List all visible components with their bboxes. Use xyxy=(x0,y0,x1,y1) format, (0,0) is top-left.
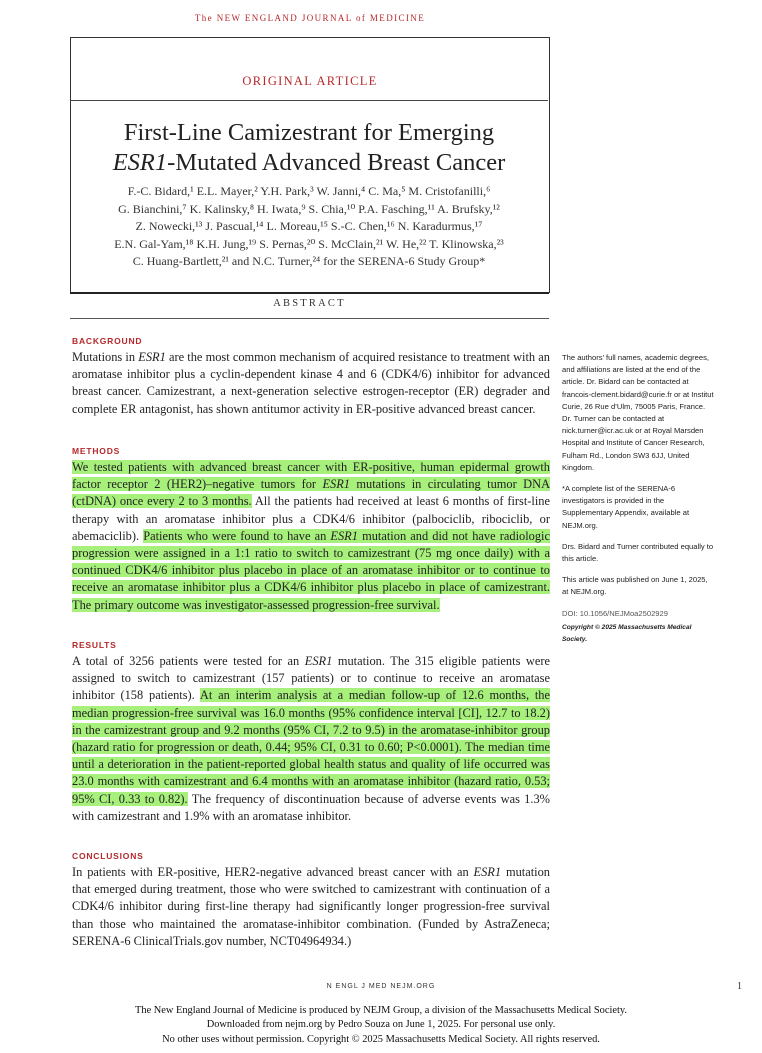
author-list xyxy=(70,183,548,271)
notice-line: The New England Journal of Medicine is produced by NEJM Group, a division of the Massachusetts Medical Society. xyxy=(135,1005,627,1016)
title-line-2-rest: -Mutated Advanced Breast Cancer xyxy=(167,149,506,176)
author-line: E.N. Gal-Yam,¹⁸ K.H. Jung,¹⁹ S. Pernas,²⁰ S. McClain,²¹ W. He,²² T. Klinowska,²³ xyxy=(114,236,504,251)
journal-footer: N ENGL J MED NEJM.ORG xyxy=(326,983,436,990)
results-section xyxy=(72,640,550,825)
highlight: At an interim analysis at a median follow-up of 12.6 months, the median progression-free survival was 16.0 months (95% confidence interval [CI], 12.7 to 18.2) in the camizestrant group and 9.2 months (95% CI, 7.2 to 9.5) in the aromatase-inhibitor group (hazard ratio for progression or death, 0.44; 95% CI, 0.31 to 0.60; P<0.0001). The median time until a deterioration in the patient-reported global health status and quality of life occurred was 23.0 months with camizestrant and 6.4 months with an aromatase inhibitor (hazard ratio, 0.53; 95% CI, 0.33 to 0.82). xyxy=(72,688,550,806)
copyright-notice: Copyright © 2025 Massachusetts Medical Society. xyxy=(562,623,692,644)
journal-masthead: The NEW ENGLAND JOURNAL of MEDICINE xyxy=(194,13,426,23)
title-line-1: First-Line Camizestrant for Emerging xyxy=(123,119,495,146)
title-gene-name: ESR1 xyxy=(112,149,168,176)
results-heading: RESULTS xyxy=(72,640,117,650)
conclusions-heading: CONCLUSIONS xyxy=(72,851,144,861)
results-text: A total of 3256 patients were tested for an ESR1 mutation. The 315 eligible patients were assigned to switch to camizestrant (157 patients) or to continue to receive an aromatase inhibitor (158 patients). At an interim analysis at a median follow-up of 12.6 months, the median progression-free survival was 16.0 months (95% confidence interval [CI], 12.7 to 18.2) in the camizestrant group and 9.2 months (95% CI, 7.2 to 9.5) in the aromatase-inhibitor group (hazard ratio for progression or death, 0.44; 95% CI, 0.31 to 0.60; P<0.0001). The median time until a deterioration in the patient-reported global health status and quality of life occurred was 23.0 months with camizestrant and 6.4 months with an aromatase inhibitor (hazard ratio, 0.53; 95% CI, 0.33 to 0.82). The frequency of discontinuation because of adverse events was 1.3% with camizestrant and 1.9% with an aromatase inhibitor. xyxy=(72,654,550,823)
author-line: G. Bianchini,⁷ K. Kalinsky,⁸ H. Iwata,⁹ S. Chia,¹⁰ P.A. Fasching,¹¹ A. Brufsky,¹² xyxy=(118,201,500,216)
publication-date-note: This article was published on June 1, 2025, at NEJM.org. xyxy=(562,575,708,597)
abstract-bottom-rule xyxy=(70,318,549,319)
conclusions-text: In patients with ER-positive, HER2-negative advanced breast cancer with an ESR1 mutation that emerged during treatment, those who were switched to camizestrant with continuation of a CDK4/6 inhibitor during first-line therapy had significantly longer progression-free survival than those who maintained the aromatase-inhibitor combination. (Funded by AstraZeneca; SERENA-6 ClinicalTrials.gov number, NCT04964934.) xyxy=(72,865,550,948)
author-line: F.-C. Bidard,¹ E.L. Mayer,² Y.H. Park,³ W. Janni,⁴ C. Ma,⁵ M. Cristofanilli,⁶ xyxy=(127,184,491,198)
notice-line: No other uses without permission. Copyright © 2025 Massachusetts Medical Society. All rights reserved. xyxy=(162,1033,600,1045)
methods-text: We tested patients with advanced breast cancer with ER-positive, human epidermal growth factor receptor 2 (HER2)–negative tumors for ESR1 mutations in circulating tumor DNA (ctDNA) once every 2 to 3 months. All the patients had received at least 6 months of first-line therapy with an aromatase inhibitor plus a CDK4/6 inhibitor (palbociclib, ribociclib, or abemaciclib). Patients who were found to have an ESR1 mutation and did not have radiologic progression were assigned in a 1:1 ratio to switch to camizestrant (75 mg once daily) with a continued CDK4/6 inhibitor plus placebo in place of an aromatase inhibitor or to continue to receive an aromatase inhibitor plus a CDK4/6 inhibitor plus placebo in place of camizestrant. The primary outcome was investigator-assessed progression-free survival. xyxy=(72,460,551,612)
background-text: Mutations in ESR1 are the most common mechanism of acquired resistance to treatment with an aromatase inhibitor plus a cyclin-dependent kinase 4 and 6 (CDK4/6) inhibitor for advanced breast cancer. Camizestrant, a next-generation selective estrogen-receptor (ER) degrader and complete ER antagonist, has shown antitumor activity in ER-positive advanced breast cancer. xyxy=(72,350,550,416)
doi: DOI: 10.1056/NEJMoa2502929 xyxy=(562,608,668,618)
equal-contribution-note: Drs. Bidard and Turner contributed equally to this article. xyxy=(562,541,714,564)
download-notice xyxy=(0,1004,762,1047)
study-group-note: *A complete list of the SERENA-6 investigators is provided in the Supplementary Appendix, available at NEJM.org. xyxy=(562,484,690,530)
highlight: We tested patients with advanced breast cancer with ER-positive, human epidermal growth factor receptor 2 (HER2)–negative tumors for ESR1 mutations in circulating tumor DNA (ctDNA) once every 2 to 3 months. xyxy=(72,460,551,509)
author-line: C. Huang-Bartlett,²¹ and N.C. Turner,²⁴ for the SERENA-6 Study Group* xyxy=(132,254,486,269)
author-line: Z. Nowecki,¹³ J. Pascual,¹⁴ L. Moreau,¹⁵ S.-C. Chen,¹⁶ N. Karadurmus,¹⁷ xyxy=(135,219,483,234)
article-type-divider xyxy=(70,100,548,101)
conclusions-section xyxy=(72,851,550,950)
author-contact-note: The authors’ full names, academic degrees, and affiliations are listed at the end of the article. Dr. Bidard can be contacted at francois-clement.bidard@curie.fr or at Institut Curie, 26 Rue d’Ulm, 75005 Paris, France. Dr. Turner can be contacted at nick.turner@icr.ac.uk or at Royal Marsden Hospital and Institute of Cancer Research, Fulham Rd., London SW3 6JJ, United Kingdom. xyxy=(562,353,714,472)
background-heading: BACKGROUND xyxy=(72,336,143,346)
article-title xyxy=(70,118,548,178)
background-section xyxy=(72,336,550,418)
notice-line: Downloaded from nejm.org by Pedro Souza on June 1, 2025. For personal use only. xyxy=(206,1019,556,1031)
methods-heading: METHODS xyxy=(72,446,121,456)
abstract-heading: ABSTRACT xyxy=(273,298,346,309)
author-info-sidebar xyxy=(562,352,714,655)
page-number: 1 xyxy=(737,981,742,992)
highlight: Patients who were found to have an ESR1 mutation and did not have radiologic progression were assigned in a 1:1 ratio to switch to camizestrant (75 mg once daily) with a continued CDK4/6 inhibitor plus placebo in place of an aromatase inhibitor or to continue to receive an aromatase inhibitor plus a CDK4/6 inhibitor plus placebo in place of camizestrant. The primary outcome was investigator-assessed progression-free survival. xyxy=(72,528,550,612)
abstract-top-rule xyxy=(70,292,549,294)
methods-section xyxy=(72,446,550,614)
article-type-label: ORIGINAL ARTICLE xyxy=(242,74,378,88)
title-line-2 xyxy=(70,148,548,178)
